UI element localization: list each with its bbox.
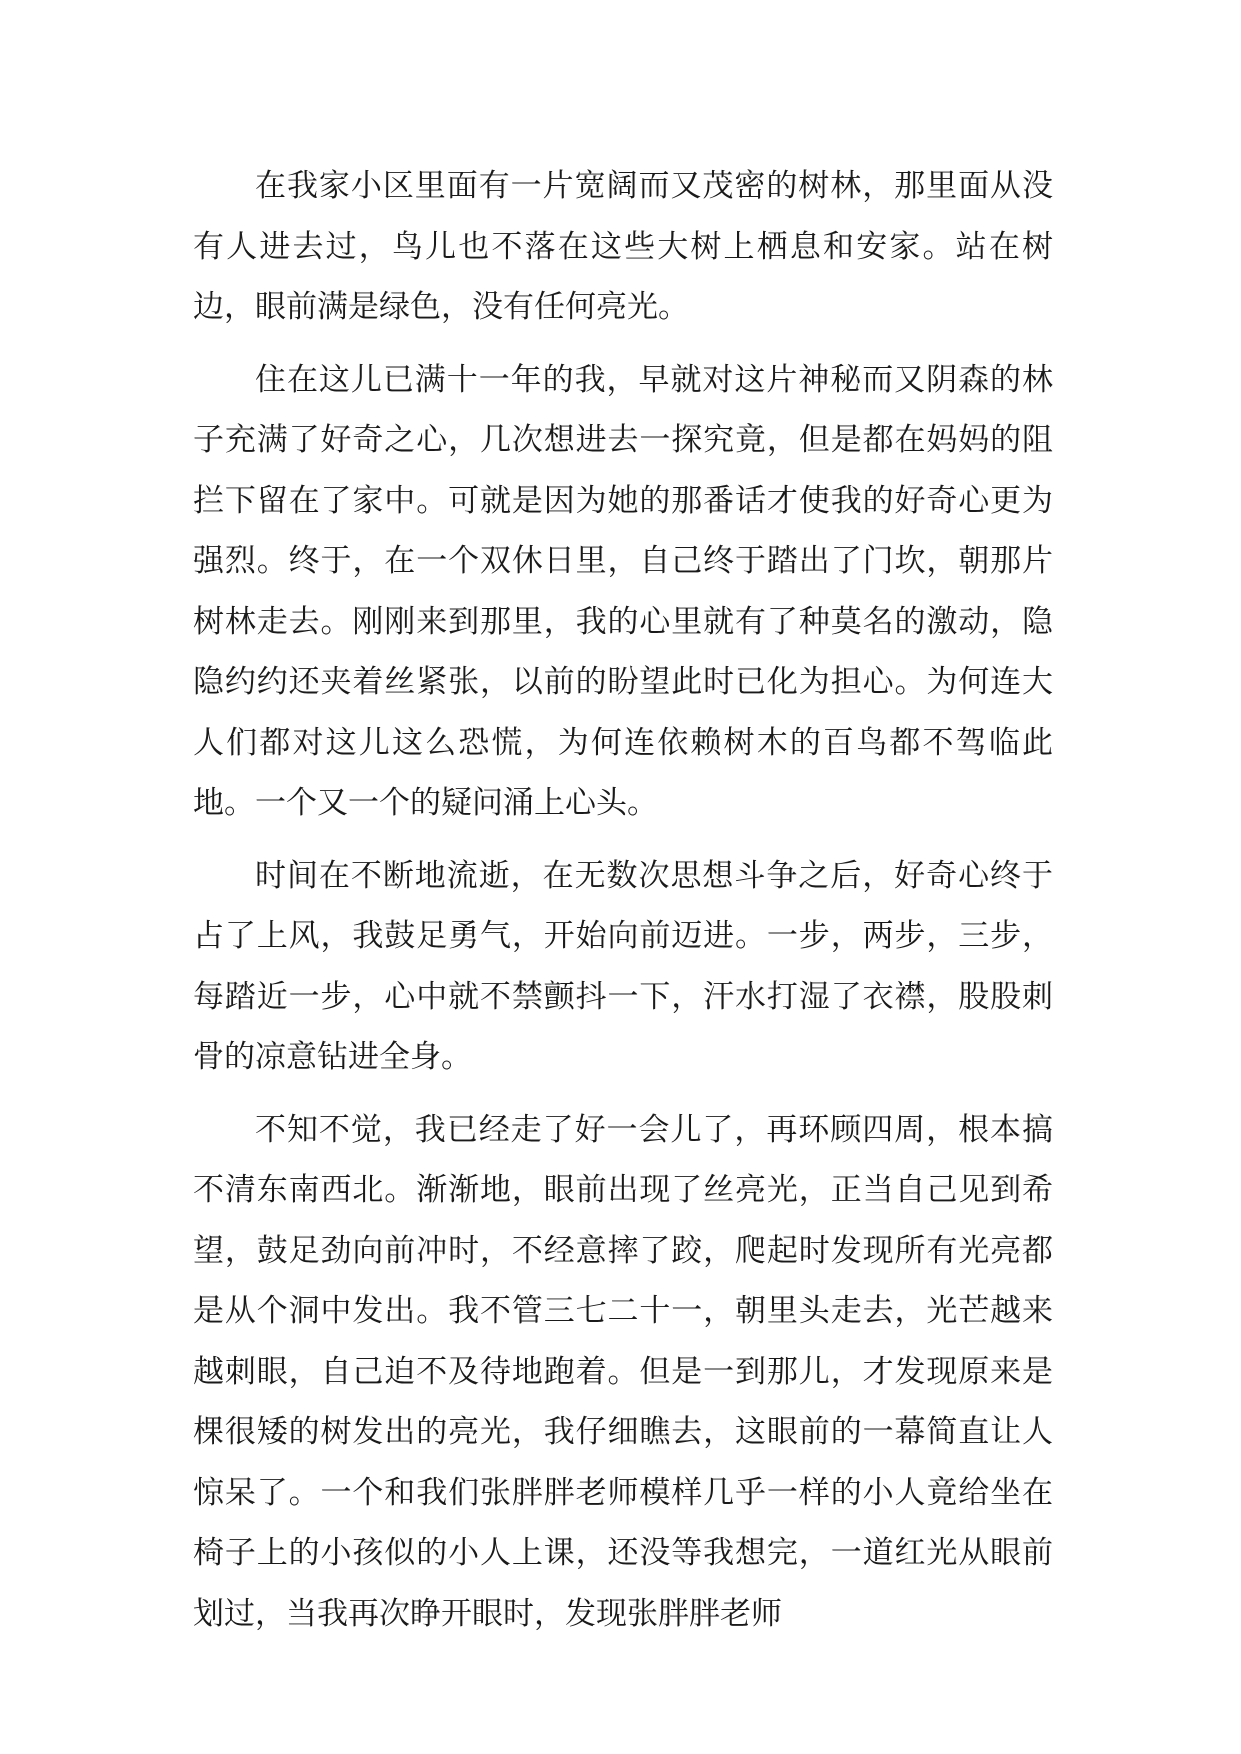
paragraph-2: 住在这儿已满十一年的我，早就对这片神秘而又阴森的林子充满了好奇之心，几次想进去一探究竟，但是都在妈妈的阻拦下留在了家中。可就是因为她的那番话才使我的好奇心更为强烈。终于，在一个双休日里，自己终于踏出了门坎，朝那片树林走去。刚刚来到那里，我的心里就有了种莫名的激动，隐隐约约还夹着丝紧张，以前的盼望此时已化为担心。为何连大人们都对这儿这么恐慌，为何连依赖树木的百鸟都不驾临此地。一个又一个的疑问涌上心头。 [193, 361, 1053, 821]
paragraph-3: 时间在不断地流逝，在无数次思想斗争之后，好奇心终于占了上风，我鼓足勇气，开始向前迈进。一步，两步，三步，每踏近一步，心中就不禁颤抖一下，汗水打湿了衣襟，股股刺骨的凉意钻进全身。 [193, 857, 1053, 1075]
document-body [193, 156, 1053, 1656]
paragraph-4: 不知不觉，我已经走了好一会儿了，再环顾四周，根本搞不清东南西北。渐渐地，眼前出现了丝亮光，正当自己见到希望，鼓足劲向前冲时，不经意摔了跤，爬起时发现所有光亮都是从个洞中发出。我不管三七二十一，朝里头走去，光芒越来越刺眼，自己迫不及待地跑着。但是一到那儿，才发现原来是棵很矮的树发出的亮光，我仔细瞧去，这眼前的一幕简直让人惊呆了。一个和我们张胖胖老师模样几乎一样的小人竟给坐在椅子上的小孩似的小人上课，还没等我想完，一道红光从眼前划过，当我再次睁开眼时，发现张胖胖老师 [193, 1111, 1053, 1632]
paragraph-1: 在我家小区里面有一片宽阔而又茂密的树林，那里面从没有人进去过，鸟儿也不落在这些大树上栖息和安家。站在树边，眼前满是绿色，没有任何亮光。 [193, 168, 1053, 325]
